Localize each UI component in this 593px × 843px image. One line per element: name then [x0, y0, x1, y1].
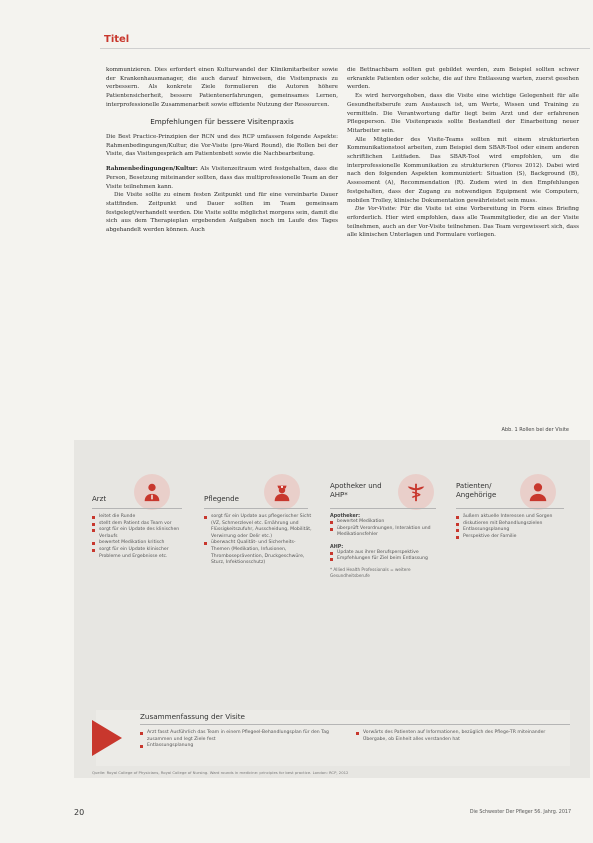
role-title-pflegende: Pflegende	[204, 495, 239, 503]
list-item: leitet die Runde	[92, 514, 184, 521]
role-divider	[330, 508, 436, 509]
list-item: stellt dem Patient das Team vor	[92, 521, 184, 528]
role-list-apotheker	[330, 512, 440, 579]
list-item: überwacht Qualität- und Sicherheits-Themen (Medikation, Infusionen, Thromboseprävention, Druckgeschwüre, Sturz, Infektionsschutz)	[204, 540, 312, 566]
right-column	[347, 66, 579, 240]
list-item: äußern aktuelle Interessen und Sorgen	[456, 514, 566, 521]
list-item: Entlassungsplanung	[456, 527, 566, 534]
apotheker-items	[330, 519, 440, 539]
summary-list-right	[356, 730, 556, 743]
list-item: Entlassungsplanung	[140, 743, 340, 750]
list-item: diskutieren mit Behandlungszielen	[456, 521, 566, 528]
paragraph-lead: Rahmenbedingungen/Kultur:	[106, 166, 198, 173]
paragraph: kommunizieren. Dies erfordert einen Kulturwandel der Klinikmitarbeiter sowie der Krankenhausmanager, die auch darauf hinweisen, die Visitenpraxis zu verbessern. Als konkrete Ziele formulieren die Autoren höhere Patientensicherheit, bessere Patientenerfahrungen, gemeinsames Lernen, interprofessionelle Zusammenarbeit sowie effiziente Nutzung der Ressourcen.	[106, 67, 338, 108]
paragraph: Die Visite sollte zu einem festen Zeitpunkt und für eine vereinbarte Dauer stattfinden. Zeitpunkt und Dauer sollten im Team gemeinsam festgelegt/verhandelt werden. Die Visite sollte möglichst morgens sein, damit die sich aus dem Therapieplan ergebenden Aufgaben noch im Laufe des Tages abgehandelt werden können. Auch	[106, 192, 338, 234]
list-item: überprüft Verordnungen, Interaktion und Medikationsfehler	[330, 526, 440, 539]
paragraph: die Bettnachbarn sollten gut gebildet werden, zum Beispiel sollten schwer erkrankte Patienten oder solche, die auf ihre Entlassung warten, zuerst gesehen werden.	[347, 67, 579, 91]
role-divider	[92, 508, 182, 509]
role-list-pflegende	[204, 514, 312, 567]
page-number: 20	[74, 808, 85, 817]
list-item: Perspektive der Familie	[456, 534, 566, 541]
role-list-arzt	[92, 514, 184, 560]
paragraph	[106, 165, 338, 191]
role-divider	[456, 508, 564, 509]
paragraph	[347, 205, 579, 240]
list-item: bewertet Medikation kritisch	[92, 540, 184, 547]
summary-list-left	[140, 730, 340, 750]
header-divider	[100, 48, 590, 49]
paragraph: Alle Mitglieder des Visite-Teams sollten mit einem strukturierten Kommunikationstool arbeiten, zum Beispiel dem SBAR-Tool oder einem anderen schriftlichen Leitfaden. Das SBAR-Tool wird empfohlen, um die interprofessionelle Kommunikation zu strukturieren (Flores 2012). Dabei wird nach den folgenden Aspekten kommuniziert: Situation (S), Background (B), Assessment (A), Recommendation (R). Zudem wird in den Empfehlungen festgehalten, dass der Zugang zu notwendigen Equipment wie Computern, mobilen Trolley, klinische Dokumentation gewährleistet sein muss.	[347, 136, 579, 204]
list-item: Vorwärts des Patienten auf Informationen, bezüglich des Pflege-TR miteinander Übergabe, ob Einheit alles verstanden hat	[356, 730, 556, 743]
paragraph-body: Für die Visite ist eine Vorbereitung in Form eines Briefing erforderlich. Hier wird empfohlen, dass alle Teammitglieder, die an der Visite teilnehmen, auch an der Vor-Visite teilnehmen. Das Team vergewissert sich, dass alle klinischen Unterlagen und Formulare vorliegen.	[347, 206, 579, 239]
list-item: sorgt für ein Update des klinischen Verlaufs	[92, 527, 184, 540]
figure-caption: Abb. 1 Rollen bei der Visite	[501, 427, 569, 433]
paragraph: Die Best Practice-Prinzipien der RCN und des RCP umfassen folgende Aspekte: Rahmenbedingungen/Kultur, die Vor-Visite (pre-Ward Round), die Rollen bei der Visite, das Visitengespräch am Patientenbett sowie die Nachbearbeitung.	[106, 134, 338, 158]
paragraph-lead: Die Vor-Visite:	[355, 206, 397, 213]
role-list-patienten	[456, 514, 566, 540]
person-icon	[520, 474, 556, 510]
role-title-arzt: Arzt	[92, 495, 107, 503]
list-item: sorgt für ein Update klinischer Probleme und Ergebnisse etc.	[92, 547, 184, 560]
nurse-icon	[264, 474, 300, 510]
left-column	[106, 66, 338, 235]
summary-divider	[140, 724, 570, 725]
section-heading: Empfehlungen für bessere Visitenpraxis	[150, 116, 294, 126]
list-item: Empfehlungen für Ziel beim Entlassung	[330, 556, 440, 563]
role-divider	[204, 508, 308, 509]
play-icon	[92, 720, 122, 756]
doctor-icon	[134, 474, 170, 510]
list-item: Arzt fasst Ausführlich das Team in einem Pflegeel-Behandlungsplan für den Tag zusammen und legt Ziele fest	[140, 730, 340, 743]
journal-info: Die Schwester Der Pfleger 56. Jahrg. 2017	[469, 810, 571, 815]
list-item: sorgt für ein Update aus pflegerischer Sicht (VZ, Schmerzlevel etc. Ernährung und Flüssigkeitszufuhr, Ausscheidung, Mobilität, Verwirrung oder Delir etc.)	[204, 514, 312, 540]
sub-heading: AHP:	[330, 544, 344, 550]
paragraph: Es wird hervorgehoben, dass die Visite eine wichtige Gelegenheit für alle Gesundheitsberufe zum Austausch ist, um Werte, Wissen und Training zu vermitteln. Die Verantwortung dafür liegt beim Arzt und der erfahrenen Pflegeperson. Die Visitenpraxis sollte Bestandteil der Einarbeitung neuer Mitarbeiter sein.	[347, 93, 579, 134]
ahp-items	[330, 550, 440, 563]
role-title-patienten: Patienten/ Angehörige	[456, 482, 497, 499]
summary-title: Zusammenfassung der Visite	[140, 712, 245, 721]
sub-heading: Apotheker:	[330, 514, 361, 519]
list-item: bewertet Medikation	[330, 519, 440, 526]
list-item: Update aus ihrer Berufsperspektive	[330, 550, 440, 557]
caduceus-icon	[398, 474, 434, 510]
role-title-apotheker: Apotheker und AHP*	[330, 482, 382, 499]
figure-source: Quelle: Royal College of Physicians, Royal College of Nursing. Ward rounds in medicine: principles for best practice. London: RCP, 2012	[92, 770, 349, 775]
paragraph-body: Als Visitenzeitraum wird festgehalten, dass die Person, Besetzung miteinander sollten, dass das multiprofessionelle Team an der Visite teilnehmen kann.	[106, 166, 338, 190]
figure-footnote: * Allied Health Professionals = weitere Gesundheitsberufe	[330, 566, 411, 578]
section-title: Titel	[104, 34, 130, 45]
